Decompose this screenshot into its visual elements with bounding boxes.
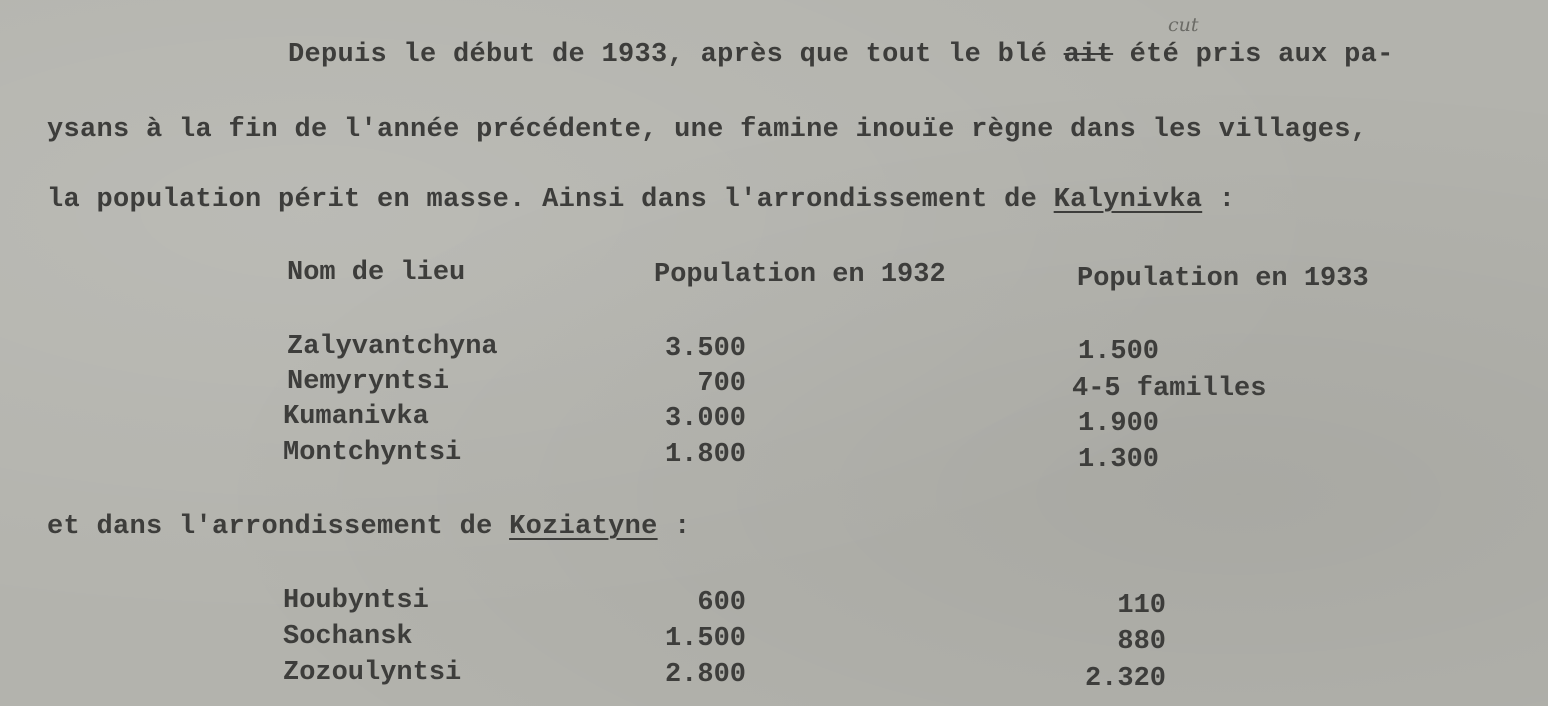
koziatyne-line-start: et dans l'arrondissement de	[47, 512, 510, 542]
table-row-value-1932: 600	[697, 588, 746, 618]
paragraph-line-2: ysans à la fin de l'année précédente, une famine inouïe règne dans les villages,	[47, 115, 1368, 145]
table-row-value-1932: 3.000	[664, 404, 746, 434]
table-header-population-1933: Population en 1933	[1077, 264, 1369, 294]
place-name-kalynivka: Kalynivka	[1053, 185, 1203, 215]
table-row-value-1933: 2.320	[1084, 664, 1166, 694]
table-row-value-1933: 1.900	[1078, 409, 1160, 439]
table-header-population-1932: Population en 1932	[654, 260, 946, 290]
table-row-value-1933: 880	[1117, 627, 1166, 657]
table-row-place: Kumanivka	[283, 402, 429, 432]
table-row-place: Nemyryntsi	[287, 367, 450, 397]
table-row-place: Zozoulyntsi	[283, 658, 462, 688]
table-row-place: Houbyntsi	[283, 586, 429, 616]
handwritten-correction: cut	[1168, 14, 1199, 36]
paragraph-line-1-start: Depuis le début de 1933, après que tout le blé	[288, 40, 1064, 70]
paragraph-line-3	[47, 185, 1235, 215]
paragraph-line-1	[288, 40, 1394, 70]
table-row-place: Zalyvantchyna	[287, 332, 498, 362]
table-row-value-1932: 1.500	[664, 624, 746, 654]
table-row-value-1933: 110	[1117, 591, 1166, 621]
table-row-value-1933: 1.500	[1078, 337, 1160, 367]
koziatyne-line	[47, 512, 691, 542]
paragraph-line-3-end: :	[1202, 185, 1236, 215]
koziatyne-line-end: :	[657, 512, 691, 542]
table-row-value-1932: 700	[697, 369, 746, 399]
paragraph-line-1-end: été pris aux pa-	[1113, 40, 1394, 70]
table-header-place: Nom de lieu	[287, 258, 466, 288]
place-name-koziatyne: Koziatyne	[509, 512, 658, 542]
struck-word: ait	[1063, 40, 1114, 70]
paragraph-line-3-start: la population périt en masse. Ainsi dans l'arrondissement de	[47, 185, 1054, 215]
table-row-value-1932: 1.800	[664, 440, 746, 470]
table-row-value-1933: 4-5 familles	[1072, 374, 1267, 404]
table-row-value-1933: 1.300	[1078, 445, 1160, 475]
table-row-value-1932: 3.500	[664, 334, 746, 364]
table-row-value-1932: 2.800	[664, 660, 746, 690]
table-row-place: Montchyntsi	[283, 438, 462, 468]
table-row-place: Sochansk	[283, 622, 413, 652]
